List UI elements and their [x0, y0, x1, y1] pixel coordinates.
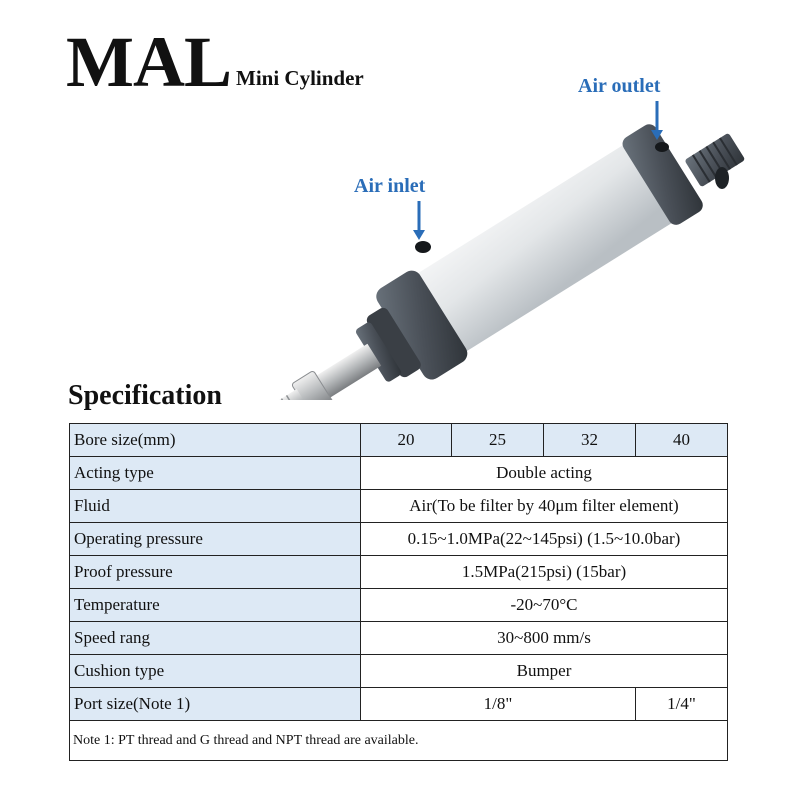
operating-pressure-label: Operating pressure — [70, 523, 361, 556]
product-subtitle: Mini Cylinder — [236, 66, 364, 90]
temperature-value: -20~70°C — [361, 589, 728, 622]
brand-title: MAL — [66, 22, 231, 102]
port-size-label: Port size(Note 1) — [70, 688, 361, 721]
speed-label: Speed rang — [70, 622, 361, 655]
bore-size-32: 32 — [544, 424, 636, 457]
air-outlet-label: Air outlet — [578, 75, 661, 97]
air-inlet-port — [415, 241, 431, 253]
cushion-type-value: Bumper — [361, 655, 728, 688]
mount-hole — [715, 167, 729, 189]
air-inlet-label: Air inlet — [354, 175, 426, 197]
table-row — [70, 721, 728, 761]
port-size-large: 1/4" — [636, 688, 728, 721]
table-row — [70, 688, 728, 721]
bore-size-20: 20 — [361, 424, 452, 457]
table-row — [70, 490, 728, 523]
table-row — [70, 523, 728, 556]
bore-size-label: Bore size(mm) — [70, 424, 361, 457]
temperature-label: Temperature — [70, 589, 361, 622]
air-outlet-port — [655, 142, 669, 152]
proof-pressure-label: Proof pressure — [70, 556, 361, 589]
bore-size-25: 25 — [452, 424, 544, 457]
specification-table — [69, 423, 728, 761]
port-size-small: 1/8" — [361, 688, 636, 721]
table-row — [70, 556, 728, 589]
specification-heading: Specification — [68, 380, 222, 411]
air-inlet-arrow — [413, 201, 425, 240]
table-row — [70, 589, 728, 622]
table-footnote: Note 1: PT thread and G thread and NPT thread are available. — [70, 721, 728, 761]
fluid-label: Fluid — [70, 490, 361, 523]
cylinder-body — [224, 120, 707, 400]
table-row — [70, 424, 728, 457]
acting-type-label: Acting type — [70, 457, 361, 490]
fluid-value: Air(To be filter by 40μm filter element) — [361, 490, 728, 523]
speed-value: 30~800 mm/s — [361, 622, 728, 655]
cushion-type-label: Cushion type — [70, 655, 361, 688]
table-row — [70, 655, 728, 688]
rear-mount-stud — [684, 133, 745, 188]
operating-pressure-value: 0.15~1.0MPa(22~145psi) (1.5~10.0bar) — [361, 523, 728, 556]
bore-size-40: 40 — [636, 424, 728, 457]
acting-type-value: Double acting — [361, 457, 728, 490]
table-row — [70, 622, 728, 655]
proof-pressure-value: 1.5MPa(215psi) (15bar) — [361, 556, 728, 589]
table-row — [70, 457, 728, 490]
